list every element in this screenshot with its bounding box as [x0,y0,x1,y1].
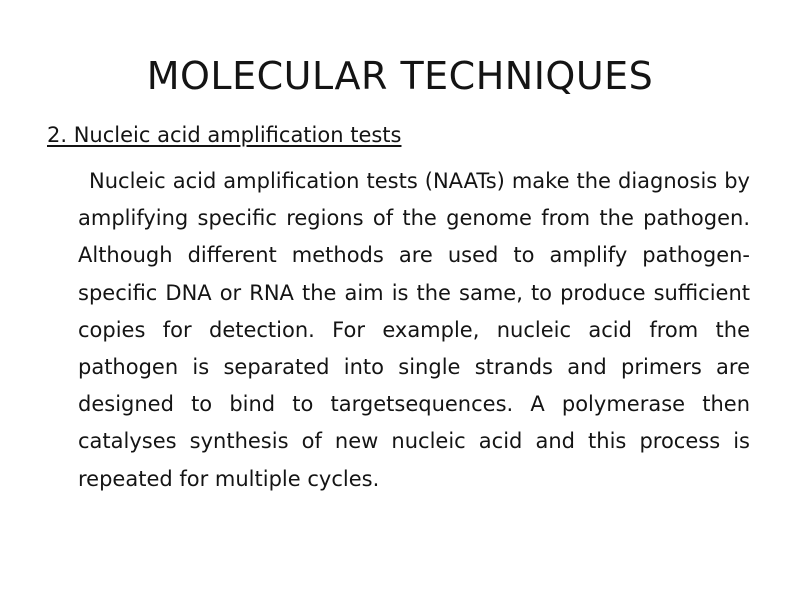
slide-title: MOLECULAR TECHNIQUES [146,54,654,98]
body-paragraph: Nucleic acid amplification tests (NAATs) make the diagnosis by amplifying specific regions of the genome from the pathogen. Although different methods are used to amplify pathogen-specific DNA or RNA the aim is the same, to produce sufficient copies for detection. For example, nucleic acid from the pathogen is separated into single strands and primers are designed to bind to targetsequences. A polymerase then catalyses synthesis of new nucleic acid and this process is repeated for multiple cycles. [78,169,750,491]
section-subheading: 2. Nucleic acid amplification tests [47,123,402,147]
